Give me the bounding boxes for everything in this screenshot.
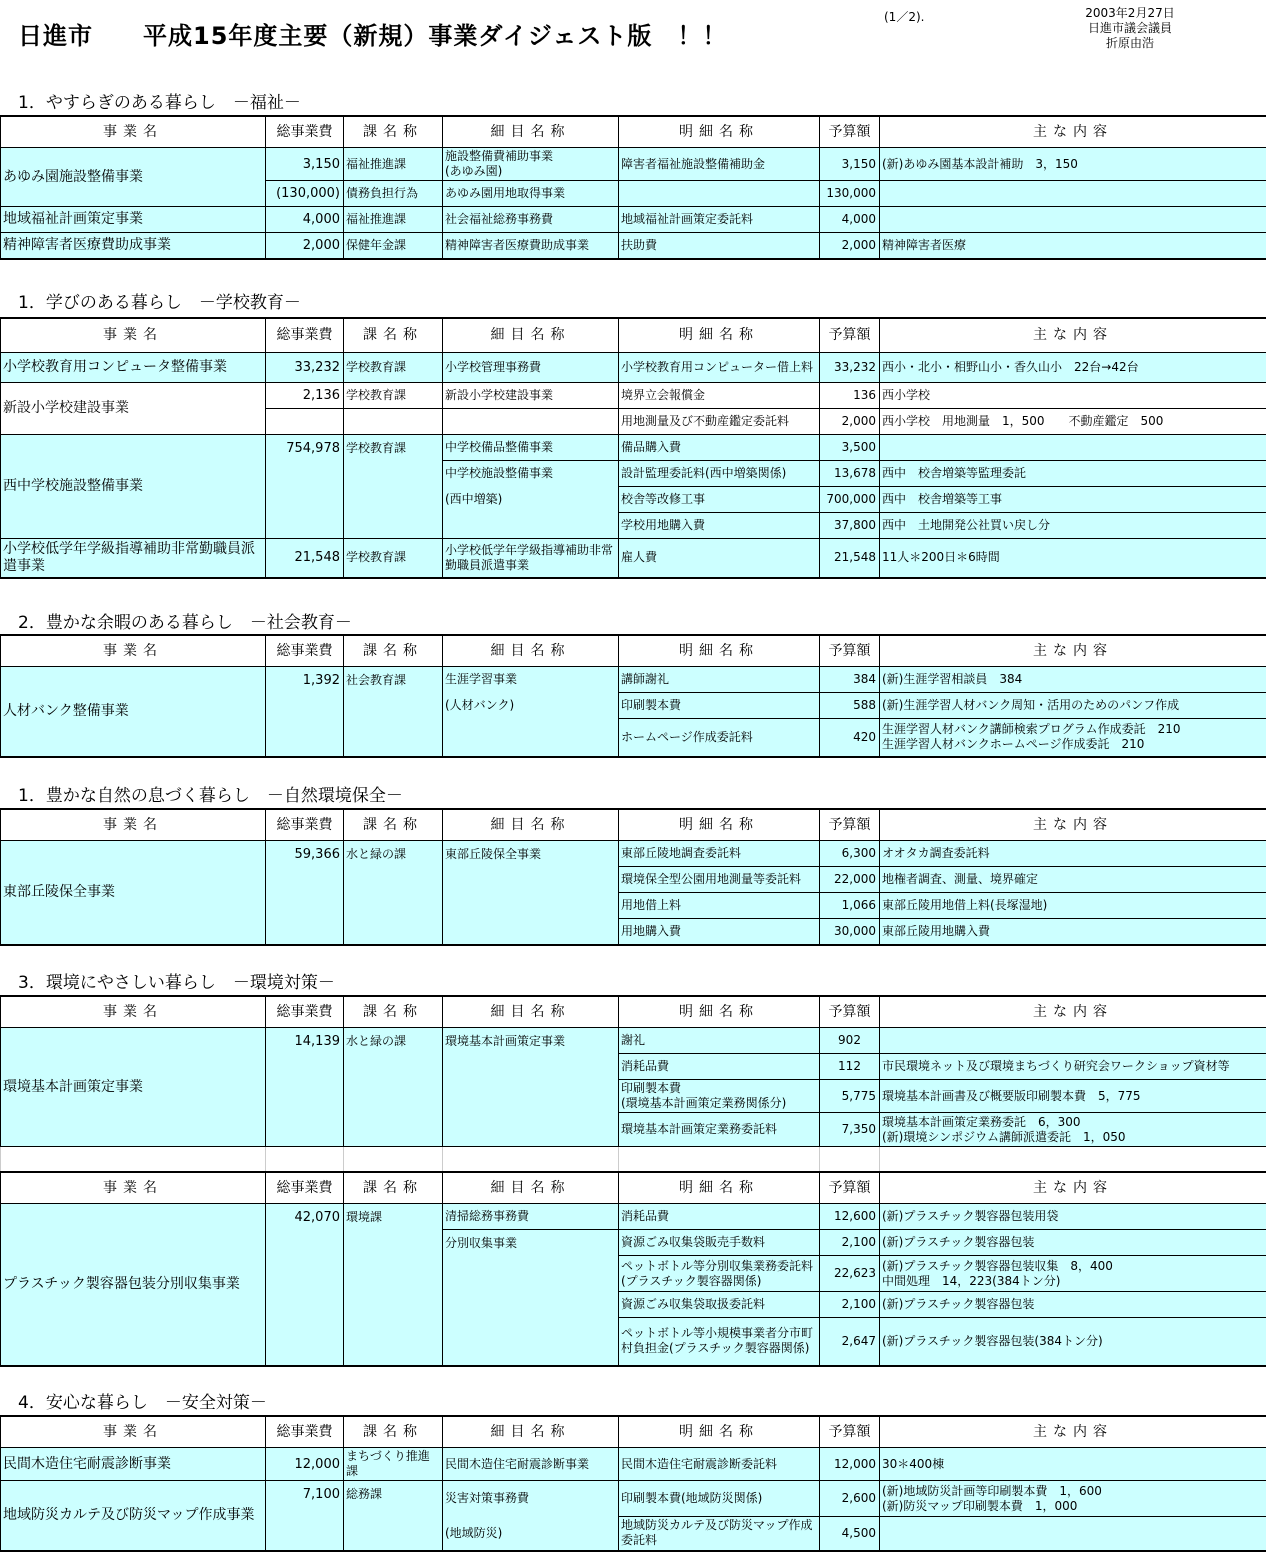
empty-cell (443, 408, 619, 434)
department: 学校教育課 (344, 434, 443, 538)
detail-item: 東部丘陵地調査委託料 (619, 841, 820, 867)
col-header: 課名称 (344, 996, 443, 1028)
budget-amount: 1,066 (820, 893, 880, 919)
table-nature (0, 808, 1266, 946)
detail-item: 資源ごみ収集袋取扱委託料 (619, 1292, 820, 1318)
col-header: 課名称 (344, 809, 443, 841)
total-cost: 2,000 (266, 233, 344, 259)
col-header: 予算額 (820, 809, 880, 841)
detail-item: 小学校教育用コンピューター借上料 (619, 352, 820, 382)
empty-cell (344, 408, 443, 434)
empty-cell (1, 1147, 266, 1173)
empty-cell (266, 1147, 344, 1173)
main-content: 精神障害者医療 (880, 233, 1266, 259)
main-content (880, 181, 1266, 207)
table-row (1, 1481, 1266, 1517)
empty-cell (820, 1147, 880, 1173)
table-header-row (1, 635, 1266, 667)
detail-item: 資源ごみ収集袋販売手数料 (619, 1230, 820, 1256)
main-content (880, 1028, 1266, 1054)
detail-item: 印刷製本費(地域防災関係) (619, 1481, 820, 1517)
col-header: 予算額 (820, 1416, 880, 1448)
detail-item: 扶助費 (619, 233, 820, 259)
detail-item: 地域福祉計画策定委託料 (619, 207, 820, 233)
budget-amount: 902 (820, 1028, 880, 1054)
col-header: 主な内容 (880, 116, 1266, 148)
department: 学校教育課 (344, 538, 443, 578)
total-cost: 42,070 (266, 1204, 344, 1366)
budget-amount: 22,623 (820, 1256, 880, 1292)
sub-item: 精神障害者医療費助成事業 (443, 233, 619, 259)
main-content: 西小学校 用地測量 1，500 不動産鑑定 500 (880, 408, 1266, 434)
empty-cell (344, 1147, 443, 1173)
sub-item: 清掃総務事務費 (443, 1204, 619, 1230)
col-header: 総事業費 (266, 996, 344, 1028)
main-content: (新)プラスチック製容器包装用袋 (880, 1204, 1266, 1230)
col-header: 主な内容 (880, 1416, 1266, 1448)
main-content: (新)生涯学習人材バンク周知・活用のためのパンフ作成 (880, 693, 1266, 719)
col-header: 総事業費 (266, 1416, 344, 1448)
table-row (1, 1028, 1266, 1054)
col-header: 細目名称 (443, 318, 619, 352)
project-name: 民間木造住宅耐震診断事業 (1, 1448, 266, 1481)
project-name: 小学校低学年学級指導補助非常勤職員派遣事業 (1, 538, 266, 578)
total-cost: (130,000) (266, 181, 344, 207)
col-header: 総事業費 (266, 635, 344, 667)
budget-amount: 384 (820, 667, 880, 693)
total-cost: 12,000 (266, 1448, 344, 1481)
empty-cell (443, 719, 619, 757)
budget-amount: 12,600 (820, 1204, 880, 1230)
main-content: 西小・北小・相野山小・香久山小 22台→42台 (880, 352, 1266, 382)
empty-cell (880, 1147, 1266, 1173)
main-content: (新)プラスチック製容器包装(384トン分) (880, 1318, 1266, 1366)
detail-item: 環境基本計画策定業務委託料 (619, 1113, 820, 1147)
project-name: 新設小学校建設事業 (1, 382, 266, 434)
budget-amount: 2,000 (820, 233, 880, 259)
budget-amount: 21,548 (820, 538, 880, 578)
col-header: 明細名称 (619, 318, 820, 352)
col-header: 事業名 (1, 116, 266, 148)
department: 債務負担行為 (344, 181, 443, 207)
sub-item: 民間木造住宅耐震診断事業 (443, 1448, 619, 1481)
section-title-safety: 4．安心な暮らし －安全対策－ (18, 1393, 267, 1413)
page-title: 日進市 平成15年度主要（新規）事業ダイジェスト版 ！！ (18, 22, 728, 50)
main-content: 西中 土地開発公社買い戻し分 (880, 512, 1266, 538)
section-title-social-education: 2．豊かな余暇のある暮らし －社会教育－ (18, 613, 352, 633)
budget-amount: 22,000 (820, 867, 880, 893)
total-cost: 21,548 (266, 538, 344, 578)
sub-item: 中学校施設整備事業 (443, 460, 619, 486)
budget-amount: 4,000 (820, 207, 880, 233)
department: 学校教育課 (344, 382, 443, 408)
sub-item: あゆみ園用地取得事業 (443, 181, 619, 207)
main-content: (新)プラスチック製容器包装収集 8，400 中間処理 14，223(384トン分) (880, 1256, 1266, 1292)
col-header: 細目名称 (443, 635, 619, 667)
sub-item: 社会福祉総務事務費 (443, 207, 619, 233)
budget-amount: 2,100 (820, 1230, 880, 1256)
budget-amount: 13,678 (820, 460, 880, 486)
table-row (1, 1448, 1266, 1481)
table-header-row (1, 116, 1266, 148)
detail-item: 備品購入費 (619, 434, 820, 460)
department: 社会教育課 (344, 667, 443, 757)
budget-amount: 5,775 (820, 1080, 880, 1113)
col-header: 予算額 (820, 1172, 880, 1204)
col-header: 明細名称 (619, 116, 820, 148)
col-header: 明細名称 (619, 1172, 820, 1204)
budget-amount: 4,500 (820, 1517, 880, 1551)
total-cost: 14,139 (266, 1028, 344, 1147)
col-header: 総事業費 (266, 1172, 344, 1204)
col-header: 予算額 (820, 996, 880, 1028)
table-environment (0, 995, 1266, 1367)
project-name: 西中学校施設整備事業 (1, 434, 266, 538)
total-cost: 2,136 (266, 382, 344, 408)
budget-amount: 2,000 (820, 408, 880, 434)
sub-item: (地域防災) (443, 1517, 619, 1551)
project-name: 地域防災カルテ及び防災マップ作成事業 (1, 1481, 266, 1551)
main-content: 11人＊200日＊6時間 (880, 538, 1266, 578)
total-cost: 33,232 (266, 352, 344, 382)
table-school (0, 317, 1266, 579)
budget-amount: 2,600 (820, 1481, 880, 1517)
col-header: 総事業費 (266, 318, 344, 352)
col-header: 細目名称 (443, 1172, 619, 1204)
budget-amount: 3,500 (820, 434, 880, 460)
table-row (1, 207, 1266, 233)
budget-amount: 12,000 (820, 1448, 880, 1481)
project-name: あゆみ園施設整備事業 (1, 148, 266, 207)
main-content: 東部丘陵用地購入費 (880, 919, 1266, 945)
col-header: 総事業費 (266, 809, 344, 841)
detail-item: 用地借上料 (619, 893, 820, 919)
detail-item: 消耗品費 (619, 1204, 820, 1230)
sub-item: 小学校管理事務費 (443, 352, 619, 382)
author-block (1060, 6, 1200, 51)
col-header: 主な内容 (880, 809, 1266, 841)
project-name: 環境基本計画策定事業 (1, 1028, 266, 1147)
table-header-row (1, 996, 1266, 1028)
budget-amount: 7,350 (820, 1113, 880, 1147)
table-row (1, 233, 1266, 259)
col-header: 事業名 (1, 809, 266, 841)
budget-amount: 420 (820, 719, 880, 757)
project-name: 地域福祉計画策定事業 (1, 207, 266, 233)
main-content: (新)生涯学習相談員 384 (880, 667, 1266, 693)
detail-item: 障害者福祉施設整備補助金 (619, 148, 820, 181)
section-title-nature: 1．豊かな自然の息づく暮らし －自然環境保全－ (18, 786, 403, 806)
col-header: 明細名称 (619, 996, 820, 1028)
col-header: 事業名 (1, 996, 266, 1028)
main-content: 環境基本計画書及び概要版印刷製本費 5，775 (880, 1080, 1266, 1113)
table-row (1, 434, 1266, 460)
table-row (1, 352, 1266, 382)
main-content: オオタカ調査委託料 (880, 841, 1266, 867)
table-row (1, 1204, 1266, 1230)
department: 福祉推進課 (344, 148, 443, 181)
total-cost: 4,000 (266, 207, 344, 233)
table-row (1, 841, 1266, 867)
budget-amount: 37,800 (820, 512, 880, 538)
col-header: 主な内容 (880, 996, 1266, 1028)
main-content (880, 1517, 1266, 1551)
detail-item: 学校用地購入費 (619, 512, 820, 538)
sub-item: (人材バンク) (443, 693, 619, 719)
col-header: 事業名 (1, 1172, 266, 1204)
project-name: 精神障害者医療費助成事業 (1, 233, 266, 259)
department: 保健年金課 (344, 233, 443, 259)
detail-item: 環境保全型公園用地測量等委託料 (619, 867, 820, 893)
budget-amount: 33,232 (820, 352, 880, 382)
detail-item: 雇人費 (619, 538, 820, 578)
table-row (1, 382, 1266, 408)
col-header: 主な内容 (880, 318, 1266, 352)
main-content: 30＊400棟 (880, 1448, 1266, 1481)
budget-amount: 130,000 (820, 181, 880, 207)
detail-item: 校舎等改修工事 (619, 486, 820, 512)
table-social-education (0, 634, 1266, 758)
main-content: (新)プラスチック製容器包装 (880, 1230, 1266, 1256)
department: 水と緑の課 (344, 841, 443, 945)
total-cost: 59,366 (266, 841, 344, 945)
role-text: 日進市議会議員 (1087, 21, 1172, 35)
table-row (1, 667, 1266, 693)
col-header: 主な内容 (880, 635, 1266, 667)
main-content: 西中 校舎増築等監理委託 (880, 460, 1266, 486)
detail-item: 印刷製本費 (環境基本計画策定業務関係分) (619, 1080, 820, 1113)
col-header: 課名称 (344, 116, 443, 148)
date-text: 2003年2月27日 (1085, 6, 1175, 20)
sub-item: 施設整備費補助事業 (あゆみ園) (443, 148, 619, 181)
budget-amount: 700,000 (820, 486, 880, 512)
col-header: 明細名称 (619, 635, 820, 667)
table-header-row (1, 318, 1266, 352)
sub-item: 新設小学校建設事業 (443, 382, 619, 408)
total-cost: 1,392 (266, 667, 344, 757)
budget-amount: 6,300 (820, 841, 880, 867)
empty-cell (443, 512, 619, 538)
table-header-row (1, 1416, 1266, 1448)
col-header: 課名称 (344, 1416, 443, 1448)
col-header: 細目名称 (443, 996, 619, 1028)
main-content: (新)地域防災計画等印刷製本費 1，600 (新)防災マップ印刷製本費 1，000 (880, 1481, 1266, 1517)
sub-item: (西中増築) (443, 486, 619, 512)
detail-item: 境界立会報償金 (619, 382, 820, 408)
department: 総務課 (344, 1481, 443, 1551)
project-name: プラスチック製容器包装分別収集事業 (1, 1204, 266, 1366)
col-header: 明細名称 (619, 809, 820, 841)
sub-item: 生涯学習事業 (443, 667, 619, 693)
col-header: 課名称 (344, 1172, 443, 1204)
detail-item: ホームページ作成委託料 (619, 719, 820, 757)
main-content: 生涯学習人材バンク講師検索プログラム作成委託 210 生涯学習人材バンクホームページ作成委託 210 (880, 719, 1266, 757)
table-welfare (0, 115, 1266, 260)
sub-item: 分別収集事業 (443, 1230, 619, 1366)
department: 水と緑の課 (344, 1028, 443, 1147)
col-header: 細目名称 (443, 116, 619, 148)
main-content (880, 207, 1266, 233)
project-name: 人材バンク整備事業 (1, 667, 266, 757)
author-name: 折原由浩 (1105, 36, 1154, 50)
col-header: 細目名称 (443, 809, 619, 841)
main-content: 環境基本計画策定業務委託 6，300 (新)環境シンポジウム講師派遣委託 1，050 (880, 1113, 1266, 1147)
col-header: 課名称 (344, 635, 443, 667)
budget-amount: 30,000 (820, 919, 880, 945)
detail-item: 用地測量及び不動産鑑定委託料 (619, 408, 820, 434)
detail-item: 設計監理委託料(西中増築関係) (619, 460, 820, 486)
main-content: 地権者調査、測量、境界確定 (880, 867, 1266, 893)
col-header: 総事業費 (266, 116, 344, 148)
sub-item: 災害対策事務費 (443, 1481, 619, 1517)
main-content (880, 434, 1266, 460)
detail-item: 謝礼 (619, 1028, 820, 1054)
table-header-row (1, 809, 1266, 841)
main-content: 西中 校舎増築等工事 (880, 486, 1266, 512)
sub-item: 中学校備品整備事業 (443, 434, 619, 460)
col-header: 予算額 (820, 635, 880, 667)
col-header: 主な内容 (880, 1172, 1266, 1204)
project-name: 小学校教育用コンピュータ整備事業 (1, 352, 266, 382)
total-cost: 3,150 (266, 148, 344, 181)
main-content: 東部丘陵用地借上料(長塚湿地) (880, 893, 1266, 919)
main-content: (新)プラスチック製容器包装 (880, 1292, 1266, 1318)
section-title-school: 1．学びのある暮らし －学校教育－ (18, 293, 301, 313)
table-row (1, 148, 1266, 181)
detail-item: ペットボトル等分別収集業務委託料 (プラスチック製容器関係) (619, 1256, 820, 1292)
col-header: 予算額 (820, 318, 880, 352)
col-header: 明細名称 (619, 1416, 820, 1448)
department: 環境課 (344, 1204, 443, 1366)
col-header: 事業名 (1, 635, 266, 667)
page-number: (1／2). (884, 10, 925, 24)
table-row (1, 538, 1266, 578)
sub-item: 小学校低学年学級指導補助非常勤職員派遣事業 (443, 538, 619, 578)
total-cost: 7,100 (266, 1481, 344, 1551)
department: 福祉推進課 (344, 207, 443, 233)
col-header: 事業名 (1, 1416, 266, 1448)
budget-amount: 112 (820, 1054, 880, 1080)
department: 学校教育課 (344, 352, 443, 382)
sub-item: 環境基本計画策定事業 (443, 1028, 619, 1147)
section-title-welfare: 1．やすらぎのある暮らし －福祉－ (18, 93, 301, 113)
detail-item: ペットボトル等小規模事業者分市町村負担金(プラスチック製容器関係) (619, 1318, 820, 1366)
table-safety (0, 1415, 1266, 1552)
col-header: 予算額 (820, 116, 880, 148)
detail-item: 印刷製本費 (619, 693, 820, 719)
detail-item: 用地購入費 (619, 919, 820, 945)
budget-amount: 2,100 (820, 1292, 880, 1318)
empty-cell (266, 408, 344, 434)
empty-cell (619, 1147, 820, 1173)
main-content: (新)あゆみ園基本設計補助 3，150 (880, 148, 1266, 181)
total-cost: 754,978 (266, 434, 344, 538)
table-header-row (1, 1172, 1266, 1204)
empty-cell (443, 1147, 619, 1173)
budget-amount: 3,150 (820, 148, 880, 181)
detail-item: 消耗品費 (619, 1054, 820, 1080)
detail-item: 講師謝礼 (619, 667, 820, 693)
main-content: 市民環境ネット及び環境まちづくり研究会ワークショップ資材等 (880, 1054, 1266, 1080)
detail-item: 地域防災カルテ及び防災マップ作成委託料 (619, 1517, 820, 1551)
detail-item: 民間木造住宅耐震診断委託料 (619, 1448, 820, 1481)
col-header: 課名称 (344, 318, 443, 352)
budget-amount: 2,647 (820, 1318, 880, 1366)
main-content: 西小学校 (880, 382, 1266, 408)
sub-item: 東部丘陵保全事業 (443, 841, 619, 945)
col-header: 事業名 (1, 318, 266, 352)
col-header: 細目名称 (443, 1416, 619, 1448)
department: まちづくり推進課 (344, 1448, 443, 1481)
section-title-environment: 3．環境にやさしい暮らし －環境対策－ (18, 973, 335, 993)
budget-amount: 136 (820, 382, 880, 408)
detail-item (619, 181, 820, 207)
spacer-row (1, 1147, 1266, 1173)
budget-amount: 588 (820, 693, 880, 719)
project-name: 東部丘陵保全事業 (1, 841, 266, 945)
